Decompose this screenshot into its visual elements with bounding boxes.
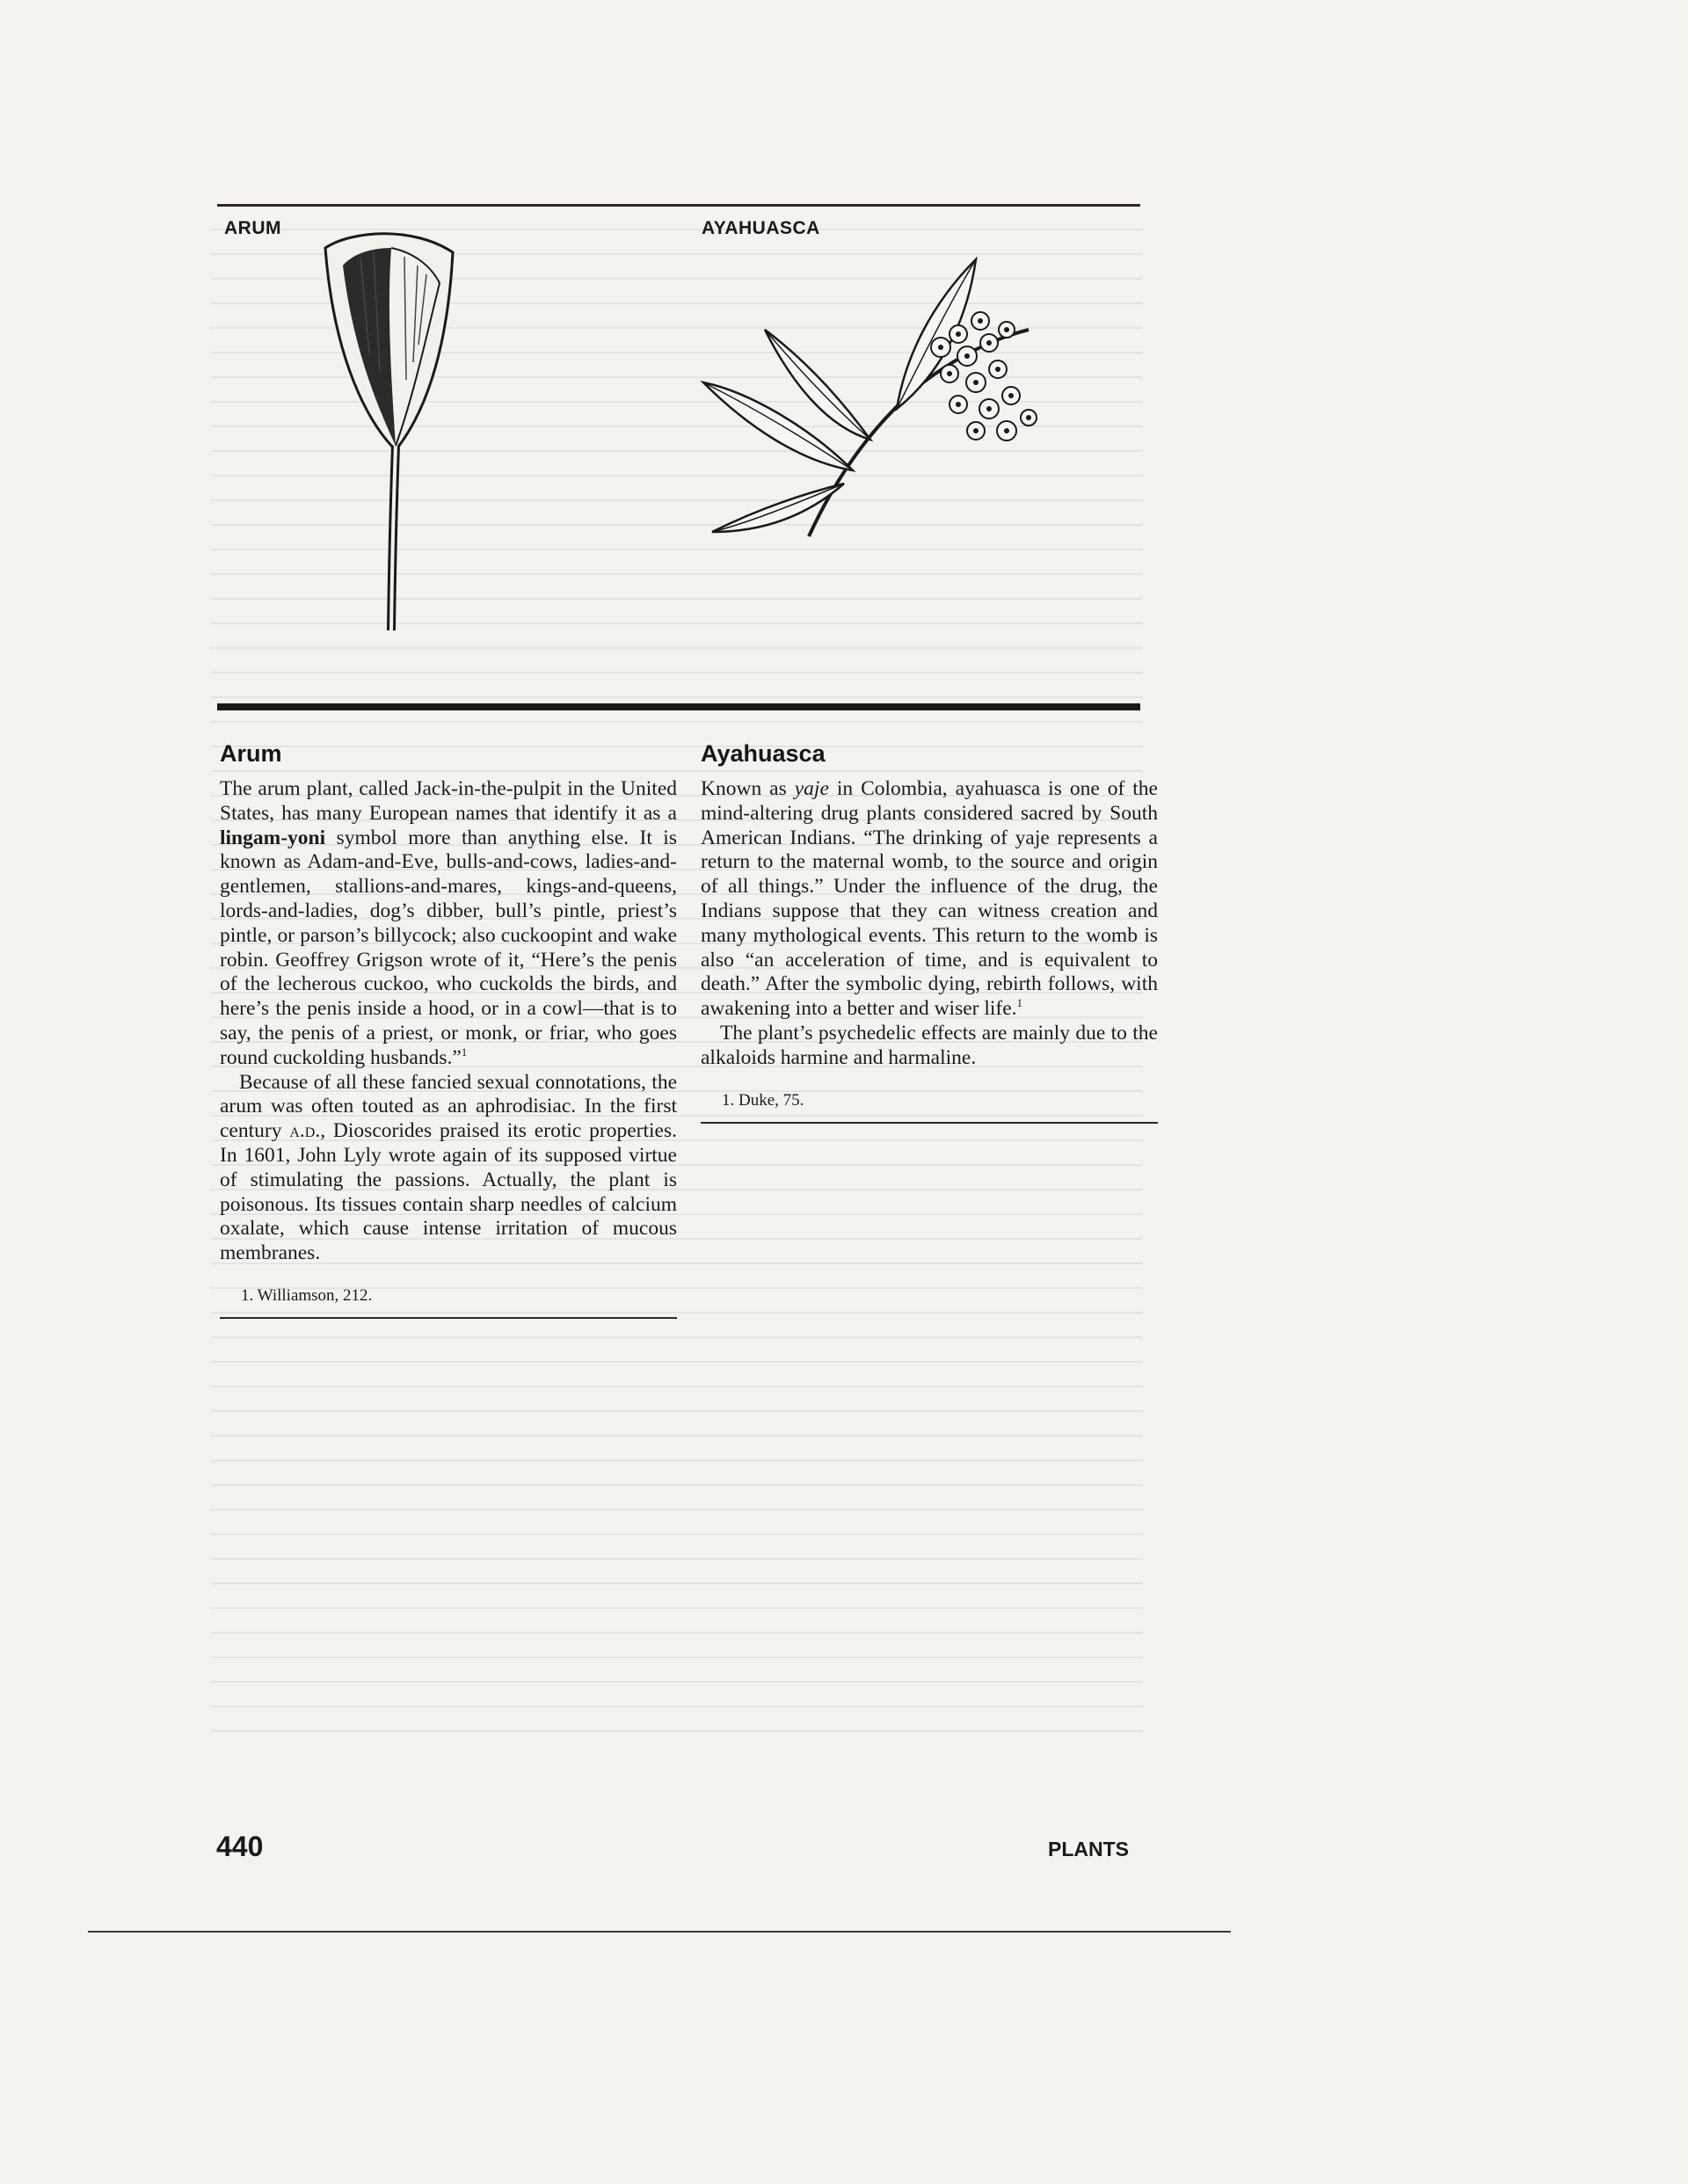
ayahuasca-footnote: 1. Duke, 75.: [722, 1090, 804, 1110]
ayahuasca-paragraph-2: The plant’s psychedelic effects are mainly due to the alkaloids harmine and harmaline.: [701, 1021, 1158, 1069]
ayahuasca-paragraph-1: Known as yaje in Colombia, ayahuasca is one of the mind-altering drug plants considered sacred by South American Indians. “The drinking of yaje represents a return to the maternal womb, to the source and origin of all things.” Under the influence of the drug, the Indians suppose that they can witness creation and many mythological events. This return to the womb is also “an acceleration of time, and is equivalent to death.” After the symbolic dying, rebirth follows, with awakening into a better and wiser life.$^1$: [701, 777, 1158, 1021]
ayahuasca-entry: [701, 739, 1158, 1124]
arum-illustration: [308, 230, 466, 635]
arum-heading: Arum: [220, 740, 282, 767]
arum-footnote: 1. Williamson, 212.: [241, 1285, 373, 1305]
figure-label-arum: ARUM: [224, 218, 281, 238]
ayahuasca-footnotes: [701, 1090, 1158, 1124]
page-number: 440: [216, 1831, 264, 1862]
bottom-rule: [88, 1931, 1231, 1933]
ayahuasca-illustration: [695, 251, 1099, 541]
lingam-yoni-term: lingam-yoni: [220, 826, 326, 849]
arum-footnotes: [220, 1285, 677, 1319]
yaje-term: yaje: [794, 777, 829, 800]
running-section-title: PLANTS: [1048, 1838, 1129, 1860]
footnote-rule: [701, 1122, 1158, 1124]
arum-body: [220, 777, 677, 1266]
footnote-marker: 1: [1016, 996, 1023, 1010]
ayahuasca-heading: Ayahuasca: [701, 740, 826, 767]
section-rule: [217, 703, 1140, 710]
footnote-marker: 1: [461, 1045, 468, 1059]
arum-paragraph-2: Because of all these fancied sexual connotations, the arum was often touted as an aphrodisiac. In the first century a.d., Dioscorides praised its erotic properties. In 1601, John Lyly wrote again of its supposed virtue of stimulating the passions. Actually, the plant is poisonous. Its tissues contain sharp needles of calcium oxalate, which cause intense irritation of mucous membranes.: [220, 1070, 678, 1265]
figure-label-ayahuasca: AYAHUASCA: [702, 218, 820, 238]
footnote-rule: [220, 1317, 677, 1319]
era-abbreviation: a.d.: [289, 1119, 321, 1143]
top-rule: [217, 204, 1140, 207]
ayahuasca-body: [701, 777, 1158, 1071]
arum-entry: [220, 739, 677, 1319]
arum-paragraph-1: The arum plant, called Jack-in-the-pulpit in the United States, has many European names that identify it as a lingam-yoni symbol more than anything else. It is known as Adam-and-Eve, bulls-and-cows, ladies-and-gentlemen, stallions-and-mares, kings-and-queens, lords-and-ladies, dog’s dibber, bull’s pintle, priest’s pintle, or parson’s billycock; also cuckoopint and wake robin. Geoffrey Grigson wrote of it, “Here’s the penis of the lecherous cuckoo, who cuckolds the birds, and here’s the penis inside a hood, or in a cowl—that is to say, the penis of a priest, or monk, or friar, who goes round cuckolding husbands.”$^1$: [220, 777, 677, 1069]
